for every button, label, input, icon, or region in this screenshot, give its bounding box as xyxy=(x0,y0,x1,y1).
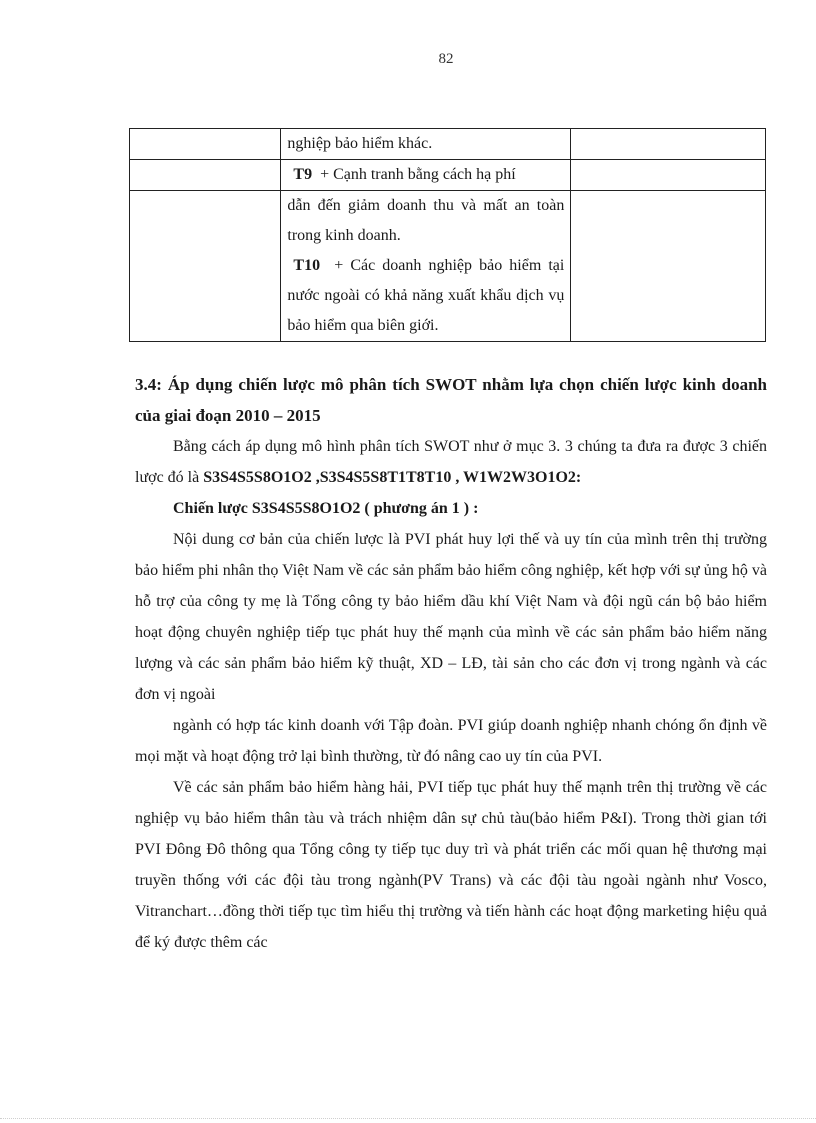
table-row xyxy=(130,160,766,191)
strategy-codes: S3S4S5S8O1O2 ,S3S4S5S8T1T8T10 , W1W2W3O1O2: xyxy=(203,469,582,486)
table-cell-middle xyxy=(281,191,571,342)
table-cell-left xyxy=(130,129,281,160)
page-number: 82 xyxy=(438,51,454,67)
threat-text: dẫn đến giảm doanh thu và mất an toàn trong kinh doanh. xyxy=(287,197,565,244)
threat-code: T9 xyxy=(293,166,313,183)
section-heading: 3.4: Áp dụng chiến lược mô phân tích SWOT nhằm lựa chọn chiến lược kinh doanh của giai đoạn 2010 – 2015 xyxy=(135,375,767,425)
threat-text: + Các doanh nghiệp bảo hiểm tại nước ngoài có khả năng xuất khẩu dịch vụ bảo hiểm qua biên giới. xyxy=(287,257,565,334)
table-cell-middle xyxy=(281,129,571,160)
table-row xyxy=(130,191,766,342)
table-cell-right xyxy=(571,129,766,160)
table-row xyxy=(130,129,766,160)
intro-paragraph xyxy=(135,431,767,493)
intro-text: Bằng cách áp dụng mô hình phân tích SWOT như ở mục 3. 3 chúng ta đưa ra được 3 chiến lược đó là xyxy=(135,438,767,486)
table-cell-middle xyxy=(281,160,571,191)
body-text xyxy=(135,369,767,958)
footer-rule xyxy=(0,1118,816,1119)
swot-table xyxy=(129,128,766,342)
paragraph: Về các sản phẩm bảo hiểm hàng hải, PVI tiếp tục phát huy thế mạnh trên thị trường về các nghiệp vụ bảo hiểm thân tàu và trách nhiệm dân sự chủ tàu(bảo hiểm P&I). Trong thời gian tới PVI Đông Đô thông qua Tổng công ty tiếp tục duy trì và phát triển các mối quan hệ thương mại truyền thống với các đội tàu trong ngành(PV Trans) và các đội tàu ngoài ngành như Vosco, Vitranchart…đồng thời tiếp tục tìm hiểu thị trường và tiến hành các hoạt động marketing hiệu quả để ký được thêm các xyxy=(135,779,767,951)
table-cell-right xyxy=(571,191,766,342)
table-cell-left xyxy=(130,191,281,342)
threat-text: nghiệp bảo hiểm khác. xyxy=(287,135,433,152)
table-cell-right xyxy=(571,160,766,191)
table-cell-left xyxy=(130,160,281,191)
paragraph: ngành có hợp tác kinh doanh với Tập đoàn. PVI giúp doanh nghiệp nhanh chóng ổn định về mọi mặt và hoạt động trở lại bình thường, từ đó nâng cao uy tín của PVI. xyxy=(135,717,767,765)
strategy-title: Chiến lược S3S4S5S8O1O2 ( phương án 1 ) : xyxy=(173,500,479,517)
threat-text: + Cạnh tranh bằng cách hạ phí xyxy=(320,166,516,183)
threat-code: T10 xyxy=(293,257,321,274)
paragraph: Nội dung cơ bản của chiến lược là PVI phát huy lợi thế và uy tín của mình trên thị trường bảo hiểm phi nhân thọ Việt Nam về các sản phẩm bảo hiểm công nghiệp, kết hợp với sự ủng hộ và hỗ trợ của công ty mẹ là Tổng công ty bảo hiểm dầu khí Việt Nam và đội ngũ cán bộ bảo hiểm hoạt động chuyên nghiệp tiếp tục phát huy thế mạnh của mình về các sản phẩm bảo hiểm năng lượng và các sản phẩm bảo hiểm kỹ thuật, XD – LĐ, tài sản cho các đơn vị trong ngành và các đơn vị ngoài xyxy=(135,531,767,703)
